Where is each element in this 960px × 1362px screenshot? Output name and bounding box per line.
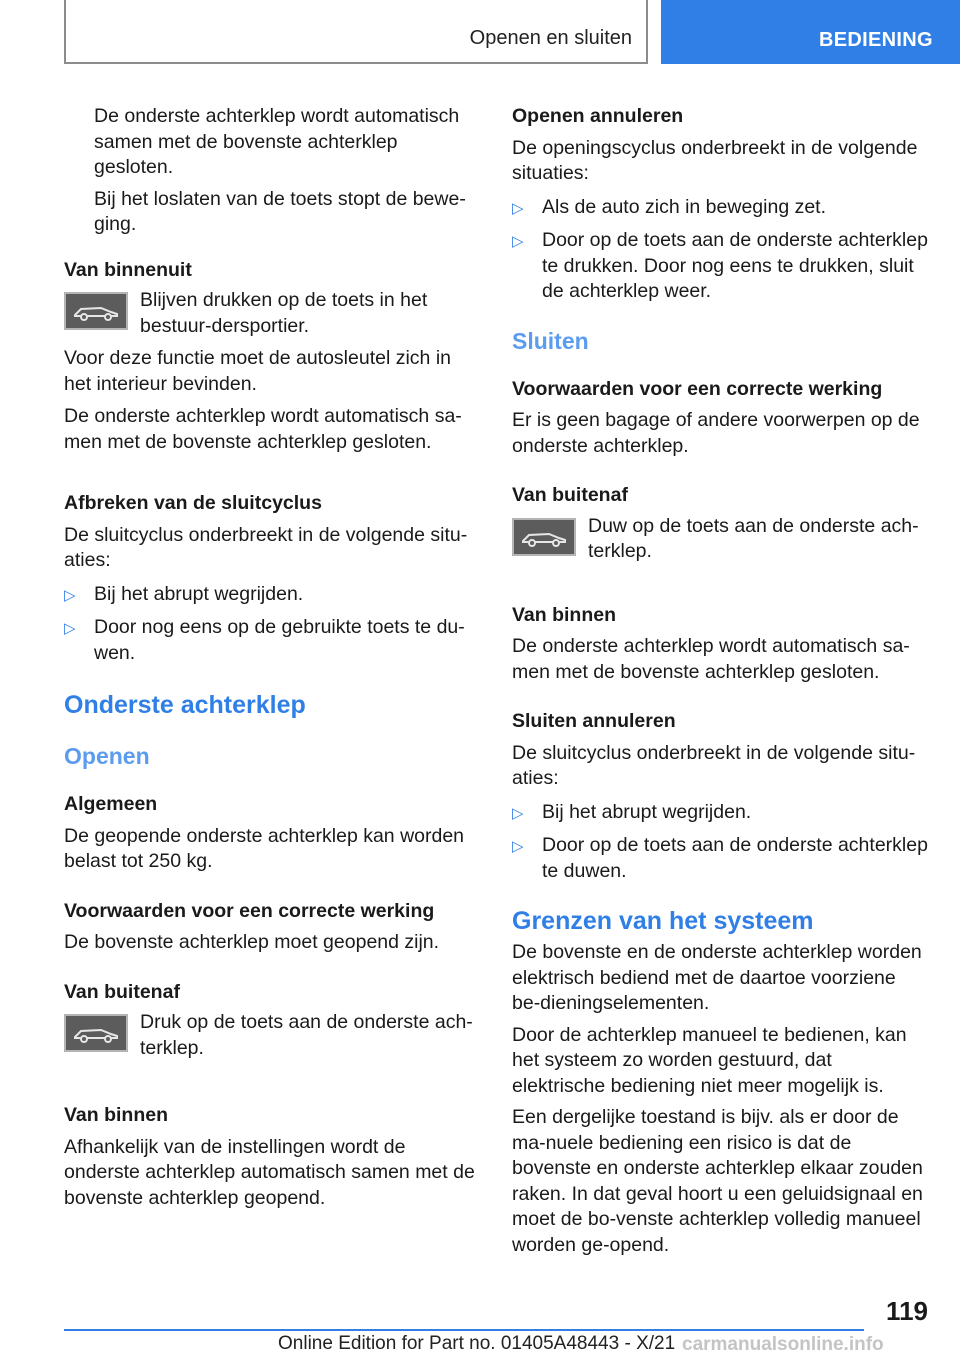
section-heading-onderste-achterklep: Onderste achterklep [64,691,306,719]
page-number: 119 [886,1296,928,1326]
list-item: ▷ Als de auto zich in beweging zet. [512,195,928,221]
subheading-van-binnen: Van binnen [64,1104,169,1126]
paragraph: De geopende onderste achterklep kan worden belast tot 250 kg. [64,824,465,872]
car-button-icon [512,518,576,556]
icon-instruction [64,288,482,339]
subheading-van-buitenaf: Van buitenaf [64,980,180,1003]
bullet-triangle-icon: ▷ [512,233,524,250]
list-item: ▷ Door op de toets aan de onderste achterklep te drukken. Door nog eens te drukken, sluit de achterklep weer. [512,229,928,302]
footer-edition: Online Edition for Part no. 01405A48443 - X/21 [278,1333,676,1354]
paragraph: De sluitcyclus onderbreekt in de volgende situ-aties: [64,523,468,571]
subheading-sluiten-annuleren: Sluiten annuleren [512,710,676,732]
left-column [64,104,482,1211]
subheading-voorwaarden: Voorwaarden voor een correcte werking [512,377,883,400]
bullet-triangle-icon: ▷ [64,620,76,637]
paragraph: Een dergelijke toestand is bijv. als er door de ma-nuele bediening een risico is dat de bovenste en onderste achterklep elkaar zouden raken. In dat geval hoort u een geluidsignaal en moet de bo-venste achterklep volledig manueel worden ge-opend. [512,1106,923,1256]
paragraph: De onderste achterklep wordt automatisch sa-men met de bovenste achterklep gesloten. [64,405,462,453]
subheading-algemeen: Algemeen [64,793,158,815]
paragraph: De bovenste achterklep moet geopend zijn. [64,931,440,953]
icon-instruction [64,1010,482,1061]
section-subheading-openen: Openen [64,743,150,769]
paragraph: De sluitcyclus onderbreekt in de volgende situ-aties: [512,741,916,789]
car-button-icon [64,292,128,330]
header-chapter [64,0,648,64]
header-section-tab[interactable] [661,0,960,64]
list-item: ▷ Door nog eens op de gebruikte toets te du-wen. [64,616,465,664]
footer-divider [64,1329,864,1331]
paragraph: De onderste achterklep wordt automatisch sa-men met de bovenste achterklep gesloten. [512,635,910,683]
paragraph: Er is geen bagage of andere voorwerpen op de onderste achterklep. [512,409,920,457]
section-heading-grenzen: Grenzen van het systeem [512,907,814,935]
list-item: ▷ Bij het abrupt wegrijden. [512,800,928,826]
subheading-van-binnen: Van binnen [512,603,617,626]
subheading-afbreken: Afbreken van de sluitcyclus [64,492,322,514]
subheading-voorwaarden: Voorwaarden voor een correcte werking [64,899,435,922]
car-button-icon [64,1014,128,1052]
paragraph: Afhankelijk van de instellingen wordt de onderste achterklep automatisch samen met de bovenste achterklep geopend. [64,1135,475,1209]
chapter-title: Openen en sluiten [469,27,632,49]
bullet-triangle-icon: ▷ [64,586,76,604]
section-title: BEDIENING [819,29,933,51]
paragraph: Door de achterklep manueel te bedienen, kan het systeem zo worden gestuurd, dat elektrische bediening niet meer mogelijk is. [512,1023,907,1097]
paragraph: De openingscyclus onderbreekt in de volgende situaties: [512,136,918,184]
paragraph: Bij het loslaten van de toets stopt de bewe-ging. [94,187,466,235]
icon-instruction-text: Blijven drukken op de toets in het bestuur-dersportier. [140,289,428,337]
paragraph: De bovenste en de onderste achterklep worden elektrisch bediend met de daartoe voorziene be-dieningselementen. [512,941,922,1014]
subheading-openen-annuleren: Openen annuleren [512,105,684,127]
subheading-van-binnenuit: Van binnenuit [64,258,192,281]
paragraph: Voor deze functie moet de autosleutel zich in het interieur bevinden. [64,347,451,395]
icon-instruction [512,514,928,565]
bullet-triangle-icon: ▷ [512,838,524,855]
icon-instruction-text: Duw op de toets aan de onderste ach-terklep. [588,514,919,562]
list-item: ▷ Door op de toets aan de onderste achterklep te duwen. [512,834,928,882]
bullet-triangle-icon: ▷ [512,199,524,217]
subheading-van-buitenaf: Van buitenaf [512,484,628,506]
list-item: ▷ Bij het abrupt wegrijden. [64,582,482,608]
right-column [512,104,928,1258]
bullet-triangle-icon: ▷ [512,804,524,822]
watermark-logo: carmanualsonline.info [682,1334,884,1355]
section-subheading-sluiten: Sluiten [512,327,589,354]
icon-instruction-text: Druk op de toets aan de onderste ach-terklep. [140,1011,473,1059]
paragraph: De onderste achterklep wordt automatisch samen met de bovenste achterklep gesloten. [94,105,460,178]
